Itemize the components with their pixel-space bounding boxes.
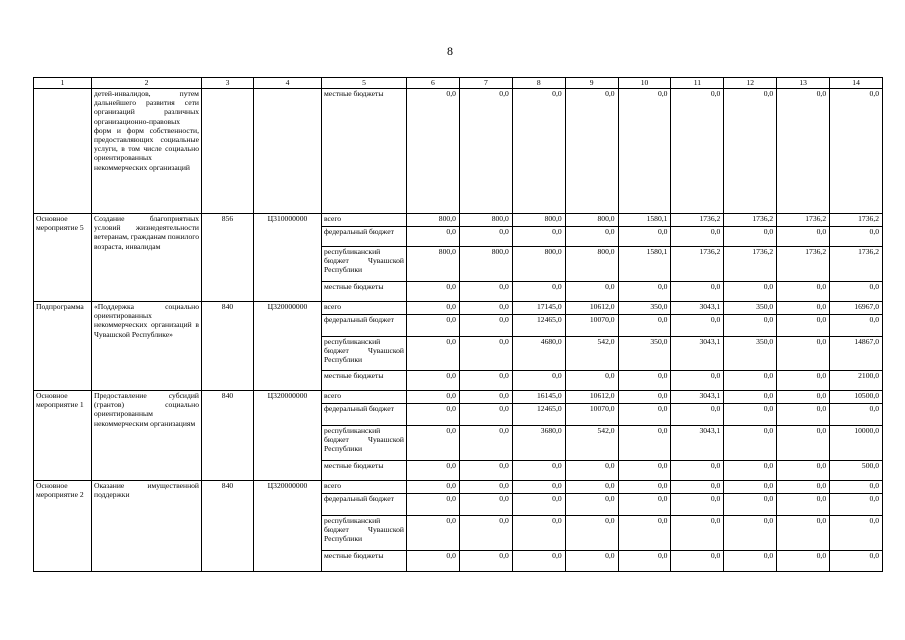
table-body [34, 89, 883, 572]
amount-cell: 0,0 [830, 89, 883, 214]
column-header: 12 [724, 78, 777, 89]
amount-cell: 1736,2 [777, 214, 830, 227]
amount-cell: 0,0 [565, 551, 618, 572]
amount-cell: 0,0 [618, 426, 671, 461]
amount-cell: 16145,0 [512, 391, 565, 404]
amount-cell: 3043,1 [671, 302, 724, 315]
classifier-cell: Ц320000000 [254, 302, 322, 391]
funding-source-cell: республиканский бюджет Чувашской Республики [322, 247, 407, 282]
description-cell: детей-инвалидов, путем дальнейшего развития сети организаций различных организационно-правовых форм и форм собственности, предоставляющих социальные услуги, в том числе социально ориентированных некоммерческих организаций [92, 89, 202, 214]
amount-cell: 0,0 [777, 391, 830, 404]
column-header: 4 [254, 78, 322, 89]
amount-cell: 0,0 [777, 551, 830, 572]
amount-cell: 1736,2 [724, 247, 777, 282]
column-header: 14 [830, 78, 883, 89]
amount-cell: 0,0 [724, 461, 777, 481]
funding-source-cell: всего [322, 302, 407, 315]
amount-cell: 800,0 [459, 214, 512, 227]
amount-cell: 0,0 [724, 481, 777, 494]
amount-cell: 0,0 [618, 494, 671, 516]
amount-cell: 0,0 [565, 516, 618, 551]
amount-cell: 0,0 [777, 461, 830, 481]
column-header: 3 [202, 78, 254, 89]
amount-cell: 0,0 [407, 302, 460, 315]
code-cell: 856 [202, 214, 254, 302]
table-row [34, 481, 883, 494]
amount-cell: 0,0 [512, 516, 565, 551]
amount-cell: 0,0 [459, 282, 512, 302]
amount-cell: 0,0 [618, 315, 671, 337]
amount-cell: 0,0 [777, 426, 830, 461]
amount-cell: 10500,0 [830, 391, 883, 404]
amount-cell: 0,0 [512, 89, 565, 214]
amount-cell: 3043,1 [671, 391, 724, 404]
code-cell: 840 [202, 391, 254, 481]
amount-cell: 0,0 [724, 371, 777, 391]
amount-cell: 0,0 [459, 481, 512, 494]
amount-cell: 1580,1 [618, 247, 671, 282]
amount-cell: 0,0 [407, 404, 460, 426]
amount-cell: 0,0 [724, 516, 777, 551]
amount-cell: 0,0 [618, 404, 671, 426]
amount-cell: 2100,0 [830, 371, 883, 391]
amount-cell: 0,0 [777, 315, 830, 337]
amount-cell: 0,0 [407, 337, 460, 371]
column-header: 7 [459, 78, 512, 89]
amount-cell: 0,0 [777, 282, 830, 302]
column-header: 1 [34, 78, 92, 89]
amount-cell: 3680,0 [512, 426, 565, 461]
amount-cell: 0,0 [565, 89, 618, 214]
amount-cell: 350,0 [724, 337, 777, 371]
funding-source-cell: федеральный бюджет [322, 404, 407, 426]
amount-cell: 0,0 [565, 461, 618, 481]
amount-cell: 0,0 [671, 227, 724, 247]
amount-cell: 17145,0 [512, 302, 565, 315]
table-row [34, 214, 883, 227]
amount-cell: 0,0 [724, 315, 777, 337]
amount-cell: 0,0 [830, 282, 883, 302]
amount-cell: 0,0 [618, 481, 671, 494]
amount-cell: 12465,0 [512, 404, 565, 426]
amount-cell: 1736,2 [830, 247, 883, 282]
amount-cell: 0,0 [830, 481, 883, 494]
amount-cell: 10000,0 [830, 426, 883, 461]
amount-cell: 0,0 [671, 371, 724, 391]
amount-cell: 0,0 [830, 404, 883, 426]
amount-cell: 800,0 [512, 214, 565, 227]
amount-cell: 1580,1 [618, 214, 671, 227]
amount-cell: 0,0 [565, 371, 618, 391]
amount-cell: 800,0 [407, 247, 460, 282]
amount-cell: 0,0 [724, 494, 777, 516]
classifier-cell: Ц310000000 [254, 214, 322, 302]
funding-source-cell: республиканский бюджет Чувашской Республики [322, 337, 407, 371]
budget-table [33, 77, 883, 572]
amount-cell: 12465,0 [512, 315, 565, 337]
amount-cell: 0,0 [777, 404, 830, 426]
amount-cell: 0,0 [830, 494, 883, 516]
amount-cell: 0,0 [512, 282, 565, 302]
funding-source-cell: всего [322, 391, 407, 404]
code-cell: 840 [202, 302, 254, 391]
column-header: 10 [618, 78, 671, 89]
amount-cell: 0,0 [407, 282, 460, 302]
amount-cell: 0,0 [671, 494, 724, 516]
amount-cell: 0,0 [407, 461, 460, 481]
funding-source-cell: федеральный бюджет [322, 315, 407, 337]
amount-cell: 1736,2 [671, 214, 724, 227]
group-name-cell: Основное мероприятие 1 [34, 391, 92, 481]
amount-cell: 0,0 [407, 227, 460, 247]
amount-cell: 0,0 [777, 516, 830, 551]
classifier-cell: Ц320000000 [254, 391, 322, 481]
amount-cell: 0,0 [407, 494, 460, 516]
amount-cell: 0,0 [830, 315, 883, 337]
amount-cell: 0,0 [671, 461, 724, 481]
amount-cell: 1736,2 [671, 247, 724, 282]
amount-cell: 0,0 [724, 551, 777, 572]
amount-cell: 0,0 [777, 89, 830, 214]
amount-cell: 0,0 [671, 404, 724, 426]
funding-source-cell: федеральный бюджет [322, 227, 407, 247]
amount-cell: 800,0 [565, 247, 618, 282]
amount-cell: 0,0 [724, 282, 777, 302]
column-header: 5 [322, 78, 407, 89]
amount-cell: 0,0 [407, 481, 460, 494]
amount-cell: 0,0 [671, 282, 724, 302]
amount-cell: 0,0 [618, 461, 671, 481]
amount-cell: 0,0 [777, 337, 830, 371]
amount-cell: 800,0 [565, 214, 618, 227]
amount-cell: 350,0 [618, 302, 671, 315]
amount-cell: 1736,2 [724, 214, 777, 227]
amount-cell: 0,0 [777, 494, 830, 516]
amount-cell: 0,0 [671, 551, 724, 572]
amount-cell: 0,0 [724, 426, 777, 461]
column-header: 11 [671, 78, 724, 89]
amount-cell: 1736,2 [830, 214, 883, 227]
table-row [34, 391, 883, 404]
amount-cell: 10612,0 [565, 302, 618, 315]
description-cell: Предоставление субсидий (грантов) социально ориентированным некоммерческим организациям [92, 391, 202, 481]
description-cell: Создание благоприятных условий жизнедеятельности ветеранам, гражданам пожилого возраста, инвалидам [92, 214, 202, 302]
amount-cell: 0,0 [407, 551, 460, 572]
amount-cell: 0,0 [565, 282, 618, 302]
amount-cell: 0,0 [407, 516, 460, 551]
column-header: 8 [512, 78, 565, 89]
group-name-cell [34, 89, 92, 214]
amount-cell: 0,0 [777, 371, 830, 391]
amount-cell: 1736,2 [777, 247, 830, 282]
amount-cell: 0,0 [618, 227, 671, 247]
funding-source-cell: местные бюджеты [322, 89, 407, 214]
amount-cell: 0,0 [618, 516, 671, 551]
description-cell: Оказание имущественной поддержки [92, 481, 202, 572]
amount-cell: 10070,0 [565, 315, 618, 337]
amount-cell: 0,0 [459, 371, 512, 391]
amount-cell: 0,0 [671, 516, 724, 551]
funding-source-cell: всего [322, 214, 407, 227]
group-name-cell: Основное мероприятие 2 [34, 481, 92, 572]
amount-cell: 0,0 [671, 315, 724, 337]
amount-cell: 3043,1 [671, 426, 724, 461]
amount-cell: 0,0 [459, 494, 512, 516]
funding-source-cell: местные бюджеты [322, 371, 407, 391]
funding-source-cell: республиканский бюджет Чувашской Республики [322, 516, 407, 551]
classifier-cell [254, 89, 322, 214]
amount-cell: 0,0 [512, 481, 565, 494]
amount-cell: 0,0 [565, 227, 618, 247]
amount-cell: 0,0 [618, 371, 671, 391]
amount-cell: 0,0 [618, 89, 671, 214]
amount-cell: 0,0 [459, 404, 512, 426]
amount-cell: 0,0 [512, 461, 565, 481]
amount-cell: 0,0 [565, 494, 618, 516]
amount-cell: 800,0 [407, 214, 460, 227]
amount-cell: 0,0 [459, 391, 512, 404]
table-row [34, 302, 883, 315]
amount-cell: 0,0 [777, 481, 830, 494]
amount-cell: 0,0 [512, 494, 565, 516]
header-row [34, 78, 883, 89]
amount-cell: 500,0 [830, 461, 883, 481]
amount-cell: 0,0 [724, 89, 777, 214]
classifier-cell: Ц320000000 [254, 481, 322, 572]
amount-cell: 0,0 [459, 89, 512, 214]
amount-cell: 0,0 [618, 551, 671, 572]
group-name-cell: Основное мероприятие 5 [34, 214, 92, 302]
amount-cell: 16967,0 [830, 302, 883, 315]
amount-cell: 0,0 [407, 315, 460, 337]
amount-cell: 0,0 [459, 551, 512, 572]
amount-cell: 0,0 [512, 227, 565, 247]
amount-cell: 0,0 [512, 371, 565, 391]
amount-cell: 0,0 [459, 227, 512, 247]
funding-source-cell: местные бюджеты [322, 461, 407, 481]
amount-cell: 350,0 [724, 302, 777, 315]
amount-cell: 0,0 [724, 227, 777, 247]
amount-cell: 14867,0 [830, 337, 883, 371]
amount-cell: 542,0 [565, 337, 618, 371]
amount-cell: 10612,0 [565, 391, 618, 404]
funding-source-cell: федеральный бюджет [322, 494, 407, 516]
column-header: 13 [777, 78, 830, 89]
amount-cell: 0,0 [459, 461, 512, 481]
column-header: 9 [565, 78, 618, 89]
amount-cell: 0,0 [512, 551, 565, 572]
description-cell: «Поддержка социально ориентированных некоммерческих организаций в Чувашской Республике» [92, 302, 202, 391]
table-row [34, 89, 883, 214]
amount-cell: 0,0 [459, 302, 512, 315]
funding-source-cell: республиканский бюджет Чувашской Республики [322, 426, 407, 461]
amount-cell: 0,0 [618, 282, 671, 302]
amount-cell: 0,0 [407, 426, 460, 461]
code-cell: 840 [202, 481, 254, 572]
amount-cell: 0,0 [671, 481, 724, 494]
amount-cell: 800,0 [459, 247, 512, 282]
column-header: 6 [407, 78, 460, 89]
amount-cell: 0,0 [830, 551, 883, 572]
amount-cell: 800,0 [512, 247, 565, 282]
amount-cell: 0,0 [777, 302, 830, 315]
amount-cell: 0,0 [407, 89, 460, 214]
amount-cell: 3043,1 [671, 337, 724, 371]
group-name-cell: Подпрограмма [34, 302, 92, 391]
amount-cell: 0,0 [459, 426, 512, 461]
amount-cell: 0,0 [671, 89, 724, 214]
amount-cell: 0,0 [459, 315, 512, 337]
amount-cell: 0,0 [830, 227, 883, 247]
amount-cell: 10070,0 [565, 404, 618, 426]
amount-cell: 0,0 [407, 391, 460, 404]
amount-cell: 0,0 [407, 371, 460, 391]
column-header: 2 [92, 78, 202, 89]
amount-cell: 350,0 [618, 337, 671, 371]
funding-source-cell: всего [322, 481, 407, 494]
amount-cell: 0,0 [565, 481, 618, 494]
amount-cell: 542,0 [565, 426, 618, 461]
amount-cell: 0,0 [724, 404, 777, 426]
code-cell [202, 89, 254, 214]
amount-cell: 0,0 [459, 516, 512, 551]
amount-cell: 0,0 [618, 391, 671, 404]
amount-cell: 0,0 [777, 227, 830, 247]
funding-source-cell: местные бюджеты [322, 282, 407, 302]
page-number: 8 [447, 44, 453, 58]
amount-cell: 0,0 [830, 516, 883, 551]
amount-cell: 4680,0 [512, 337, 565, 371]
funding-source-cell: местные бюджеты [322, 551, 407, 572]
amount-cell: 0,0 [724, 391, 777, 404]
amount-cell: 0,0 [459, 337, 512, 371]
